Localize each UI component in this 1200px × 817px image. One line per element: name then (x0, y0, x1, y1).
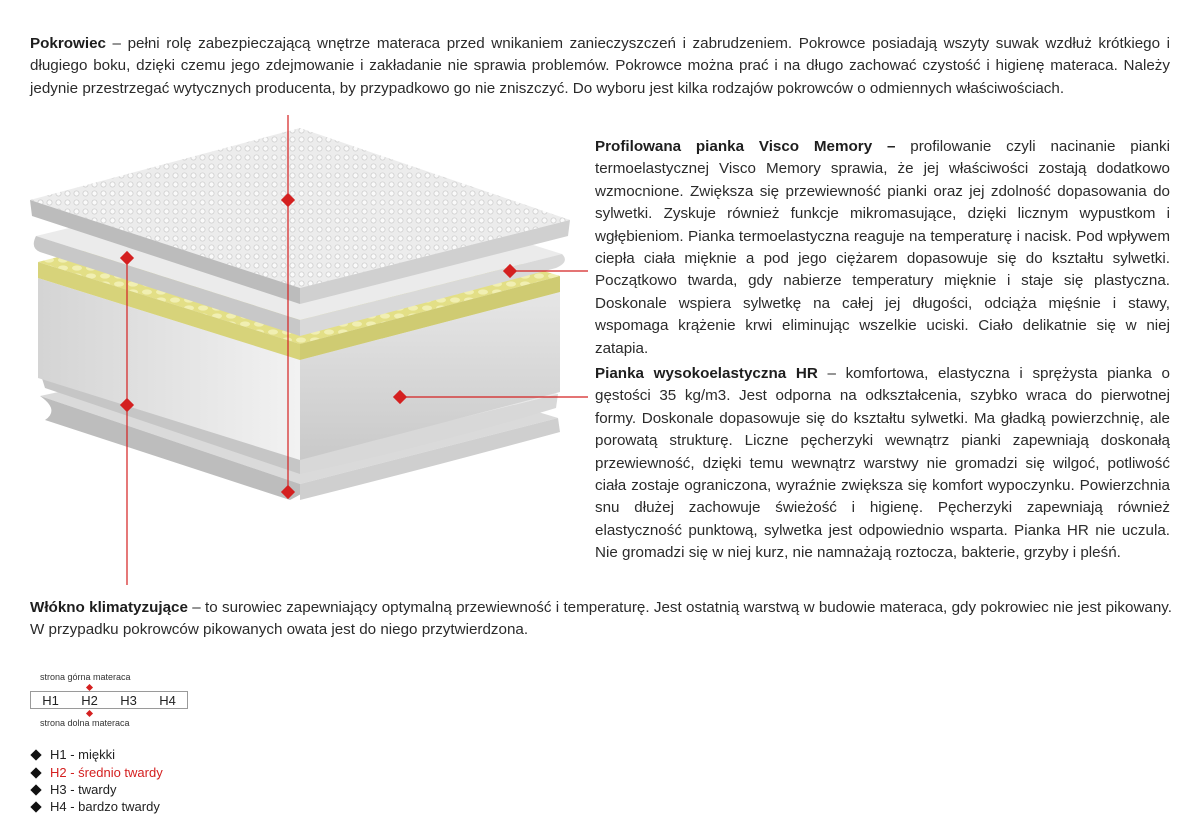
fiber-title: Włókno klimatyzujące (30, 599, 188, 616)
fiber-text: – to surowiec zapewniający optymalną przewiewność i temperaturę. Jest ostatnią warstwą w budowie materaca, gdy pokrowiec nie jest pikowany. W przypadku pokrowców pikowanych owata jest do niego przytwierdzona. (30, 599, 1172, 639)
legend-item-h3: H3 - twardy (32, 782, 116, 797)
diamond-bullet-icon (30, 801, 41, 812)
cover-title: Pokrowiec (30, 35, 106, 52)
visco-description (595, 136, 1170, 360)
hardness-level-h4: H4 (159, 692, 176, 708)
top-side-label: strona górna materaca (40, 672, 131, 682)
diamond-bullet-icon (30, 767, 41, 778)
hr-text: – komfortowa, elastyczna i sprężysta pianka o gęstości 35 kg/m3. Jest odporna na odkształcenia, szybko wraca do pierwotnej formy. Doskonale dopasowuje się do kształtu sylwetki. Ma gładką powierzchnię, ale porowatą strukturę. Liczne pęcherzyki wewnątrz pianki zapewniają doskonałą przewiewność, dzięki temu wewnątrz warstwy nie gromadzi się wilgoć, potliwość ciała zostaje ograniczona, wyraźnie zwiększa się komfort wypoczynku. Powierzchnia snu dłużej zachowuje świeżość i higienę. Pęcherzyki zapewniają również elastyczność punktową, sylwetka jest odpowiednio wsparta. Pianka HR nie uczula. Nie gromadzi się w niej kurz, nie namnażają roztocza, bakterie, grzyby i pleśń. (595, 365, 1170, 562)
legend-item-h4: H4 - bardzo twardy (32, 799, 160, 814)
mattress-layers-diagram (0, 100, 600, 590)
hardness-scale (30, 691, 188, 709)
cover-description (30, 33, 1170, 100)
diamond-bullet-icon (30, 749, 41, 760)
bottom-side-marker (85, 710, 95, 718)
hardness-level-h1: H1 (42, 692, 59, 708)
diamond-bullet-icon (30, 784, 41, 795)
bottom-side-label: strona dolna materaca (40, 718, 130, 728)
hr-description (595, 363, 1170, 565)
legend-item-h1: H1 - miękki (32, 747, 115, 762)
fiber-description (30, 597, 1172, 642)
cover-text: – pełni rolę zabezpieczającą wnętrze materaca przed wnikaniem zanieczyszczeń i zabrudzeniem. Pokrowce posiadają wszyty suwak wzdłuż krótkiego i długiego boku, dzięki czemu jego zdejmowanie i zakładanie nie sprawia problemów. Pokrowce można prać i na długo zachować czystość i higienę materaca. Należy jedynie przestrzegać wytycznych producenta, by przypadkowo go nie zniszczyć. Do wyboru jest kilka rodzajów pokrowców o odmiennych właściwościach. (30, 35, 1170, 97)
visco-text: profilowanie czyli nacinanie pianki termoelastycznej Visco Memory sprawia, że jej właściwości zostają dodatkowo wzmocnione. Zwiększa się przewiewność pianki oraz jej zdolność dopasowania do sylwetki. Zyskuje również funkcje mikromasujące, dzięki licznym wypustkom i wgłębieniom. Pianka termoelastyczna reaguje na temperaturę i nacisk. Pod wpływem ciepła ciała mięknie a pod jego ciężarem dopasowuje się do kształtu sylwetki. Początkowo twarda, gdy nabierze temperatury mięknie i staje się plastyczna. Doskonale wspiera sylwetkę na całej jej długości, odciąża mięśnie i stawy, wspomaga krążenie krwi eliminując wszelkie uciski. Ciało delikatnie się w niej zatapia. (595, 138, 1170, 357)
hardness-level-h2: H2 (81, 692, 98, 708)
legend-item-h2: H2 - średnio twardy (32, 765, 163, 780)
hr-title: Pianka wysokoelastyczna HR (595, 365, 818, 382)
hardness-level-h3: H3 (120, 692, 137, 708)
visco-title: Profilowana pianka Visco Memory – (595, 138, 896, 155)
